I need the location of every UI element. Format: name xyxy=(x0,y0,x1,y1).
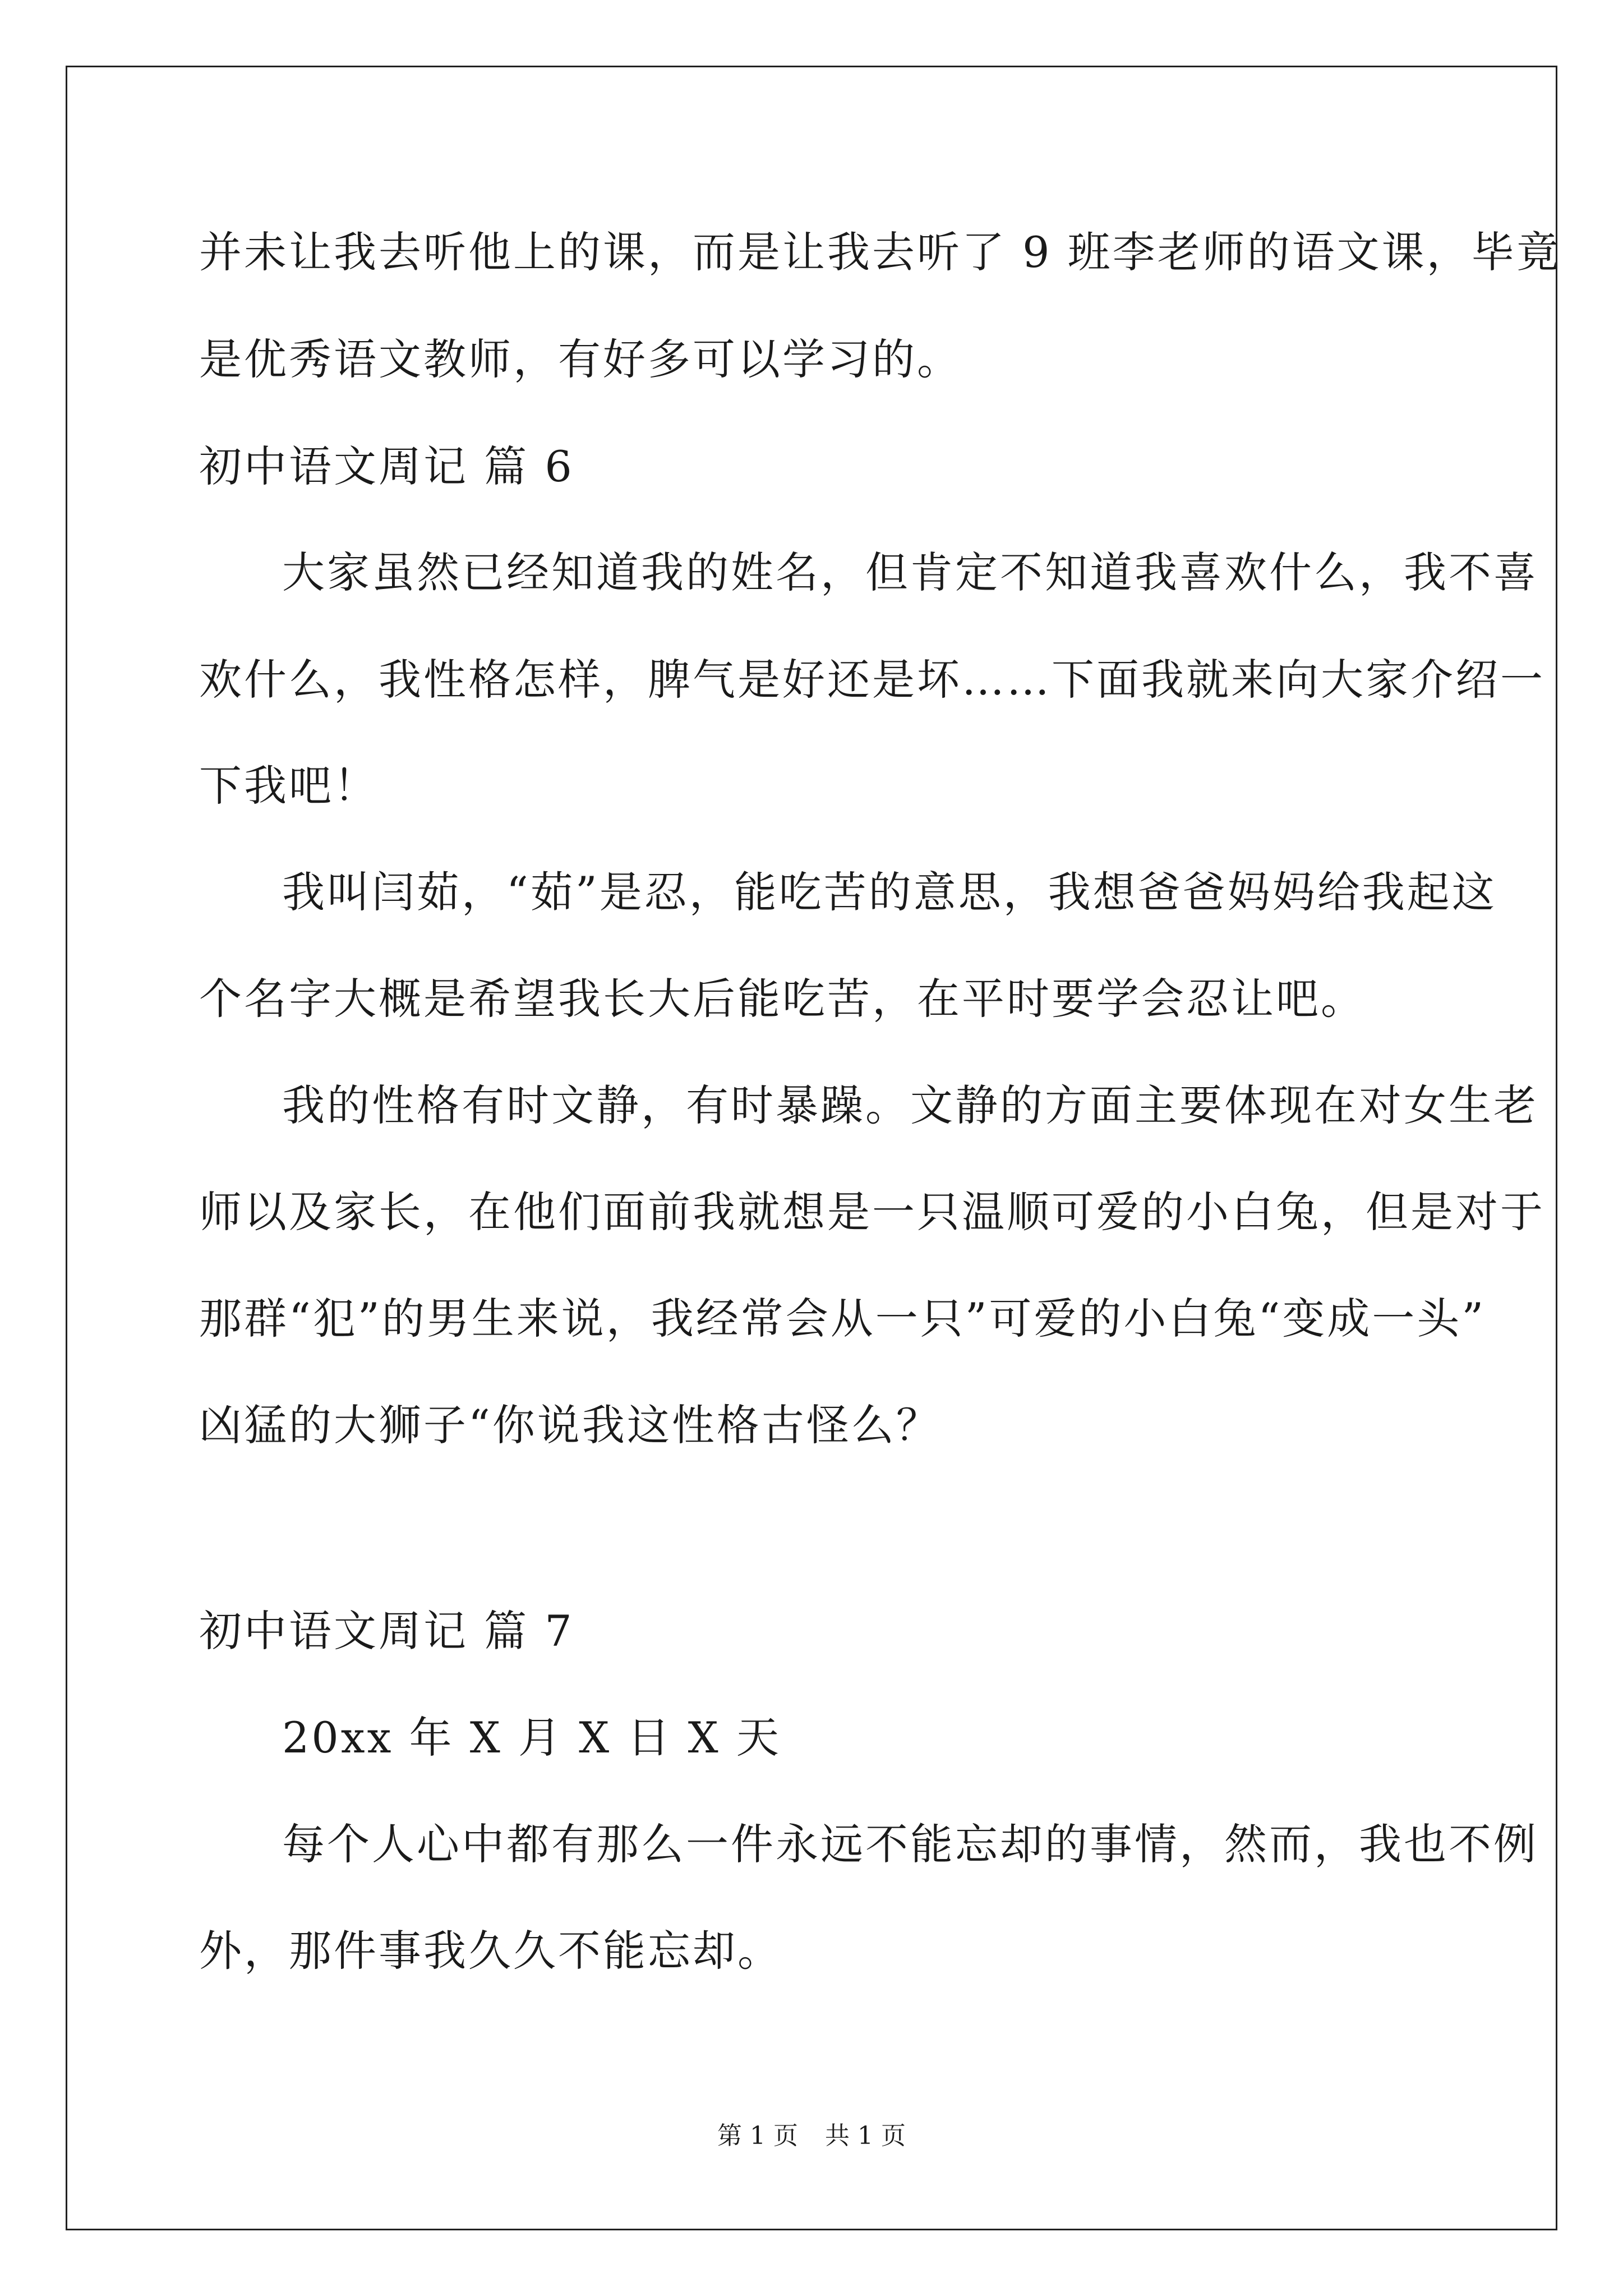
paragraph-line: 下我吧！ xyxy=(199,761,379,811)
paragraph-line: 并未让我去听他上的课，而是让我去听了 9 班李老师的语文课，毕竟 xyxy=(199,227,1561,277)
paragraph-line: 那群“犯”的男生来说，我经常会从一只”可爱的小白兔“变成一头” xyxy=(199,1294,1486,1343)
page-border xyxy=(66,66,1557,2230)
paragraph-line: 个名字大概是希望我长大后能吃苦，在平时要学会忍让吧。 xyxy=(199,974,1366,1024)
paragraph-line: 师以及家长，在他们面前我就想是一只温顺可爱的小白兔，但是对于 xyxy=(199,1187,1545,1237)
paragraph-line: 大家虽然已经知道我的姓名，但肯定不知道我喜欢什么，我不喜 xyxy=(282,547,1538,597)
paragraph-line: 每个人心中都有那么一件永远不能忘却的事情，然而，我也不例 xyxy=(282,1819,1538,1869)
section-heading: 初中语文周记 篇 7 xyxy=(199,1606,574,1656)
paragraph-line: 外，那件事我久久不能忘却。 xyxy=(199,1926,782,1976)
paragraph-line: 凶猛的大狮子“你说我这性格古怪么？ xyxy=(199,1400,941,1450)
paragraph-line: 我叫闫茹，“茹”是忍，能吃苦的意思，我想爸爸妈妈给我起这 xyxy=(282,867,1497,917)
paragraph-line: 我的性格有时文静，有时暴躁。文静的方面主要体现在对女生老 xyxy=(282,1080,1538,1130)
page-footer xyxy=(0,2119,1623,2153)
paragraph-line: 是优秀语文教师，有好多可以学习的。 xyxy=(199,334,962,384)
date-line: 20xx 年 X 月 X 日 X 天 xyxy=(282,1713,781,1763)
paragraph-line: 欢什么，我性格怎样，脾气是好还是坏……下面我就来向大家介绍一 xyxy=(199,655,1545,705)
section-heading: 初中语文周记 篇 6 xyxy=(199,441,574,491)
page-total: 共 1 页 xyxy=(825,2122,906,2150)
page-number: 第 1 页 xyxy=(717,2122,798,2150)
